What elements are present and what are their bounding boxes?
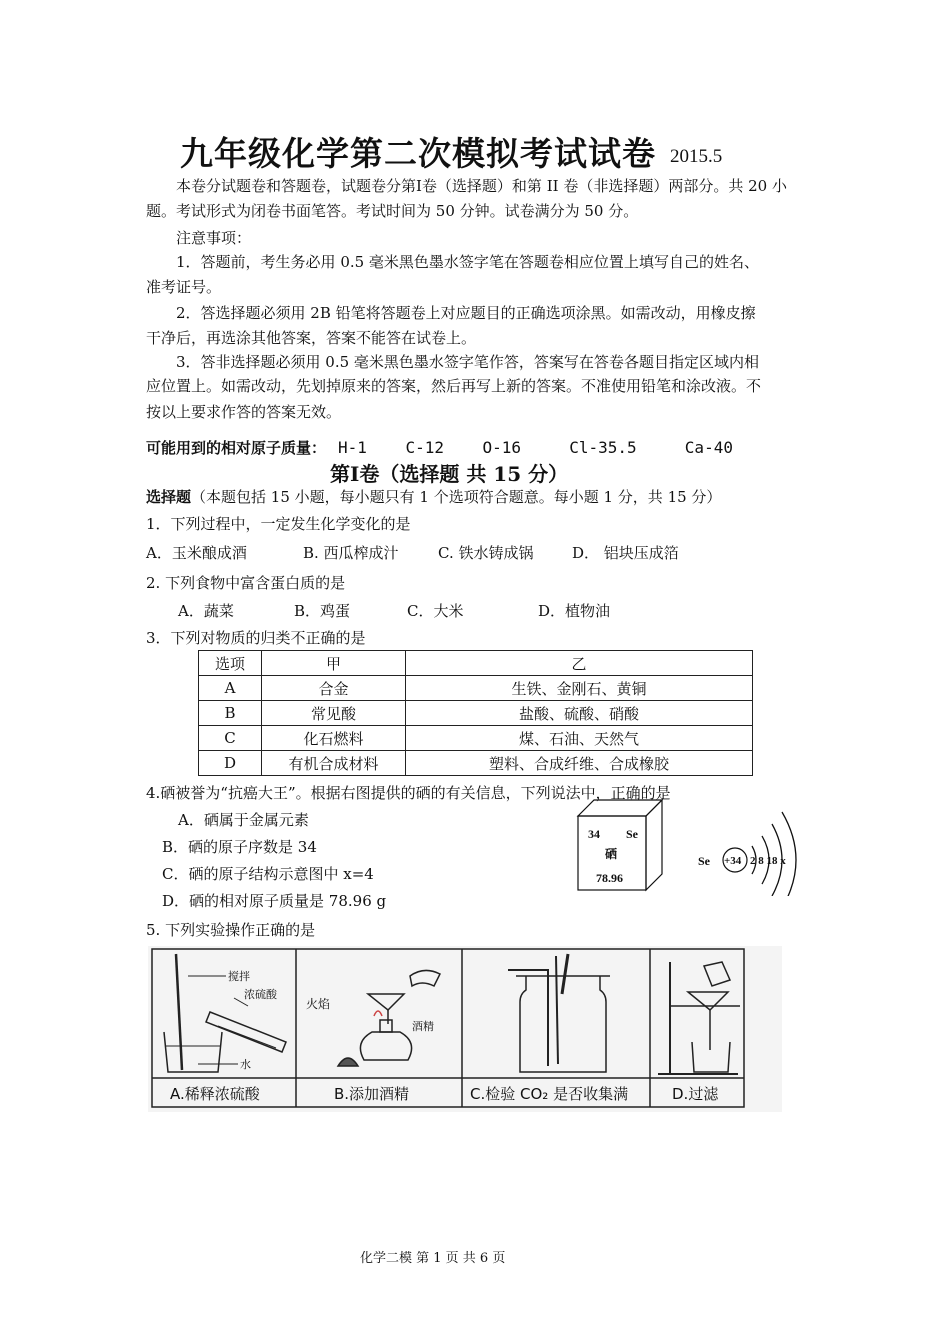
title-text: 九年级化学第二次模拟考试试卷	[180, 134, 656, 173]
q4-stem: 4.硒被誉为“抗癌大王”。根据右图提供的硒的有关信息，下列说法中，正确的是	[146, 784, 671, 802]
page-footer: 化学二模 第 1 页 共 6 页	[360, 1251, 506, 1266]
caption-a: A.稀释浓硫酸	[170, 1085, 260, 1103]
element-name: 硒	[605, 847, 618, 861]
table-cell: 化石燃料	[262, 726, 406, 751]
table-row	[199, 751, 753, 776]
q1-option-c: C. 铁水铸成锅	[438, 544, 534, 562]
table-cell: D	[199, 751, 262, 776]
instr-bold: 选择题	[146, 488, 192, 506]
table-row	[199, 726, 753, 751]
label-acid: 浓硫酸	[244, 988, 277, 1001]
label-water: 水	[240, 1058, 251, 1071]
table-cell: 塑料、合成纤维、合成橡胶	[406, 751, 753, 776]
q2-stem: 2. 下列食物中富含蛋白质的是	[146, 574, 346, 592]
section-instructions	[146, 485, 721, 509]
intro-line: 本卷分试题卷和答题卷，试题卷分第I卷（选择题）和第 II 卷（非选择题）两部分。共 20 小	[176, 177, 787, 195]
nuclear-charge: +34	[724, 855, 742, 867]
selenium-info-figure	[576, 796, 804, 896]
section-title: 第Ⅰ卷（选择题 共 15 分）	[330, 462, 569, 486]
table-cell: C	[199, 726, 262, 751]
atomic-mass: 78.96	[596, 871, 623, 885]
title-date: 2015.5	[670, 146, 723, 167]
intro-line: 题。考试形式为闭卷书面笔答。考试时间为 50 分钟。试卷满分为 50 分。	[146, 202, 639, 220]
note-line: 干净后，再选涂其他答案，答案不能答在试卷上。	[146, 329, 477, 347]
q2-option-c: C．大米	[407, 602, 464, 620]
note-line: 3．答非选择题必须用 0.5 毫米黑色墨水签字笔作答，答案写在答卷各题目指定区域内相	[176, 353, 759, 371]
table-cell: 盐酸、硫酸、硝酸	[406, 701, 753, 726]
atomic-mass-label: 可能用到的相对原子质量：	[146, 439, 327, 457]
q3-table	[198, 650, 753, 776]
table-cell: 有机合成材料	[262, 751, 406, 776]
atomic-mass-line	[146, 436, 733, 460]
atomic-mass-values: H-1 C-12 O-16 Cl-35.5 Ca-40	[338, 438, 733, 457]
q1-stem: 1．下列过程中，一定发生化学变化的是	[146, 515, 411, 533]
table-header-row	[199, 651, 753, 676]
electron-shells: 2 8 18 x	[750, 855, 786, 867]
q5-stem: 5. 下列实验操作正确的是	[146, 921, 316, 939]
atom-symbol: Se	[698, 854, 710, 868]
q2-option-b: B．鸡蛋	[294, 602, 351, 620]
table-row	[199, 701, 753, 726]
caption-c: C.检验 CO₂ 是否收集满	[470, 1085, 629, 1103]
q1-option-b: B. 西瓜榨成汁	[303, 544, 399, 562]
label-flame: 火焰	[306, 997, 331, 1011]
note-line: 2．答选择题必须用 2B 铅笔将答题卷上对应题目的正确选项涂黑。如需改动，用橡皮擦	[176, 304, 756, 322]
q1-option-a: A．玉米酿成酒	[146, 544, 247, 562]
cube-side-face	[646, 800, 662, 890]
page-title	[180, 128, 722, 175]
table-header-cell: 甲	[262, 651, 406, 676]
table-cell: 常见酸	[262, 701, 406, 726]
q4-option-c: C．硒的原子结构示意图中 x=4	[162, 865, 374, 883]
caption-d: D.过滤	[672, 1085, 719, 1103]
table-header-cell: 乙	[406, 651, 753, 676]
notes-title: 注意事项：	[176, 229, 252, 247]
q4-option-d: D．硒的相对原子质量是 78.96 g	[162, 892, 387, 910]
shell-arc-4	[782, 812, 796, 896]
q3-stem: 3．下列对物质的归类不正确的是	[146, 629, 366, 647]
table-cell: A	[199, 676, 262, 701]
note-line: 准考证号。	[146, 278, 222, 296]
q4-option-a: A．硒属于金属元素	[178, 811, 309, 829]
note-line: 1．答题前，考生务必用 0.5 毫米黑色墨水签字笔在答题卷相应位置上填写自己的姓名、	[176, 253, 759, 271]
lab-operations-figure	[148, 946, 782, 1112]
instr-rest: （本题包括 15 小题，每小题只有 1 个选项符合题意。每小题 1 分，共 15 分）	[191, 488, 722, 506]
q4-option-b: B．硒的原子序数是 34	[162, 838, 317, 856]
label-stir: 搅拌	[228, 970, 250, 983]
note-line: 按以上要求作答的答案无效。	[146, 403, 342, 421]
element-symbol: Se	[626, 827, 638, 841]
label-alcohol: 酒精	[412, 1020, 434, 1033]
table-cell: 生铁、金刚石、黄铜	[406, 676, 753, 701]
q2-option-d: D．植物油	[538, 602, 611, 620]
table-row	[199, 676, 753, 701]
note-line: 应位置上。如需改动，先划掉原来的答案，然后再写上新的答案。不准使用铅笔和涂改液。不	[146, 377, 762, 395]
atomic-number: 34	[588, 827, 600, 841]
cube-top-face	[578, 800, 662, 816]
q2-option-a: A．蔬菜	[178, 602, 234, 620]
table-cell: B	[199, 701, 262, 726]
q1-option-d: D． 铝块压成箔	[572, 544, 679, 562]
table-header-cell: 选项	[199, 651, 262, 676]
caption-b: B.添加酒精	[334, 1085, 410, 1103]
table-cell: 合金	[262, 676, 406, 701]
table-cell: 煤、石油、天然气	[406, 726, 753, 751]
